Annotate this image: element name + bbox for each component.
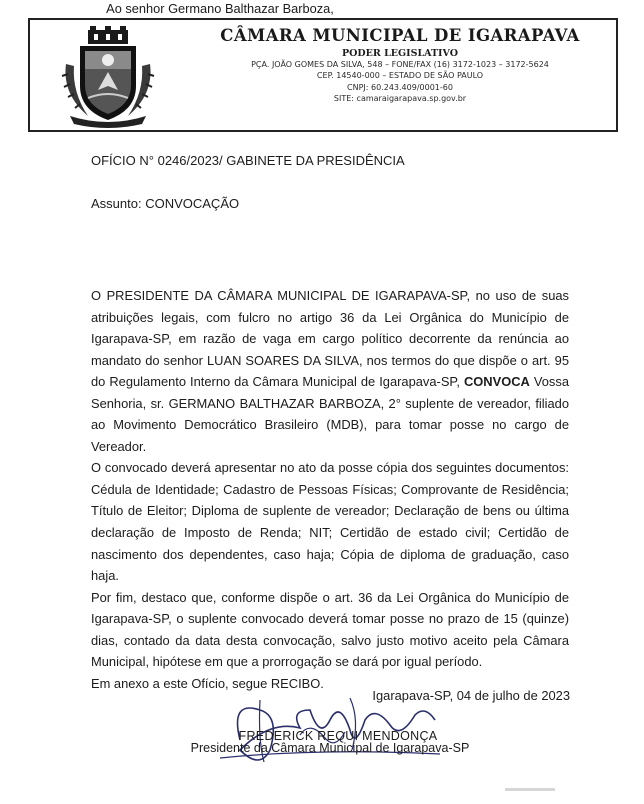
- handwritten-signature: [200, 680, 450, 770]
- paragraph-deadline: Por fim, destaco que, conforme dispõe o art. 36 da Lei Orgânica do Município de Igarapava-SP, o suplente convocado deverá tomar posse no prazo de 15 (quinze) dias, contado da data desta convocação, salvo justo motivo aceito pela Câmara Municipal, hipótese em que a prorrogação se dará por igual período.: [91, 589, 569, 670]
- paragraph-attachment: Em anexo a este Ofício, segue RECIBO.: [91, 675, 324, 691]
- addressee-name: Ao senhor Germano Balthazar Barboza,: [106, 1, 334, 16]
- document-date: Igarapava-SP, 04 de julho de 2023: [372, 688, 570, 703]
- convoca-emphasis: CONVOCA: [463, 374, 530, 390]
- letterhead: [28, 18, 618, 132]
- chamber-subtitle: PODER LEGISLATIVO: [342, 48, 458, 59]
- chamber-cnpj: CNPJ: 60.243.409/0001-60: [347, 82, 453, 92]
- signatory-role: Presidente da Câmara Municipal de Igarapava-SP: [190, 741, 470, 755]
- coat-of-arms-icon: [58, 24, 158, 128]
- signatory-name: FREDERICK REQUI MENDONÇA: [238, 729, 438, 743]
- paragraph-convocation-intro: O PRESIDENTE DA CÂMARA MUNICIPAL DE IGARAPAVA-SP, no uso de suas atribuições legais, com fulcro no artigo 36 da Lei Orgânica do Município de Igarapava-SP, em razão de vaga em cargo político decorrente da renúncia ao mandato do senhor LUAN SOARES DA SILVA, nos termos do que dispõe o art. 95 do Regulamento Interno da Câmara Municipal de Igarapava-SP,: [91, 288, 569, 390]
- paragraph-documents: O convocado deverá apresentar no ato da posse cópia dos seguintes documentos: Cédula de Identidade; Cadastro de Pessoas Físicas; Comprovante de Residência; Título de Eleitor; Diploma de suplente de vereador; Declaração de bens ou última declaração de Imposto de Renda; NIT; Certidão de estado civil; Certidão de nascimento dos dependentes, caso haja; Cópia de diploma de graduação, caso haja.: [91, 460, 569, 584]
- letter-body: [91, 285, 569, 694]
- chamber-address: PÇA. JOÃO GOMES DA SILVA, 548 – FONE/FAX (16) 3172-1023 – 3172-5624: [251, 60, 549, 69]
- document-subject: Assunto: CONVOCAÇÃO: [91, 196, 240, 211]
- chamber-cep: CEP. 14540-000 – ESTADO DE SÃO PAULO: [316, 71, 484, 81]
- faint-page-mark: [505, 784, 575, 796]
- document-reference: OFÍCIO N° 0246/2023/ GABINETE DA PRESIDÊNCIA: [91, 153, 405, 168]
- paragraph-convocation: [91, 285, 569, 457]
- paragraph-convocation-rest: Vossa Senhoria, sr. GERMANO BALTHAZAR BARBOZA, 2° suplente de vereador, filiado ao Movimento Democrático Brasileiro (MDB), para tomar posse no cargo de Vereador.: [91, 374, 569, 454]
- chamber-title: CÂMARA MUNICIPAL DE IGARAPAVA: [220, 26, 580, 45]
- chamber-site: SITE: camaraigarapava.sp.gov.br: [333, 94, 467, 104]
